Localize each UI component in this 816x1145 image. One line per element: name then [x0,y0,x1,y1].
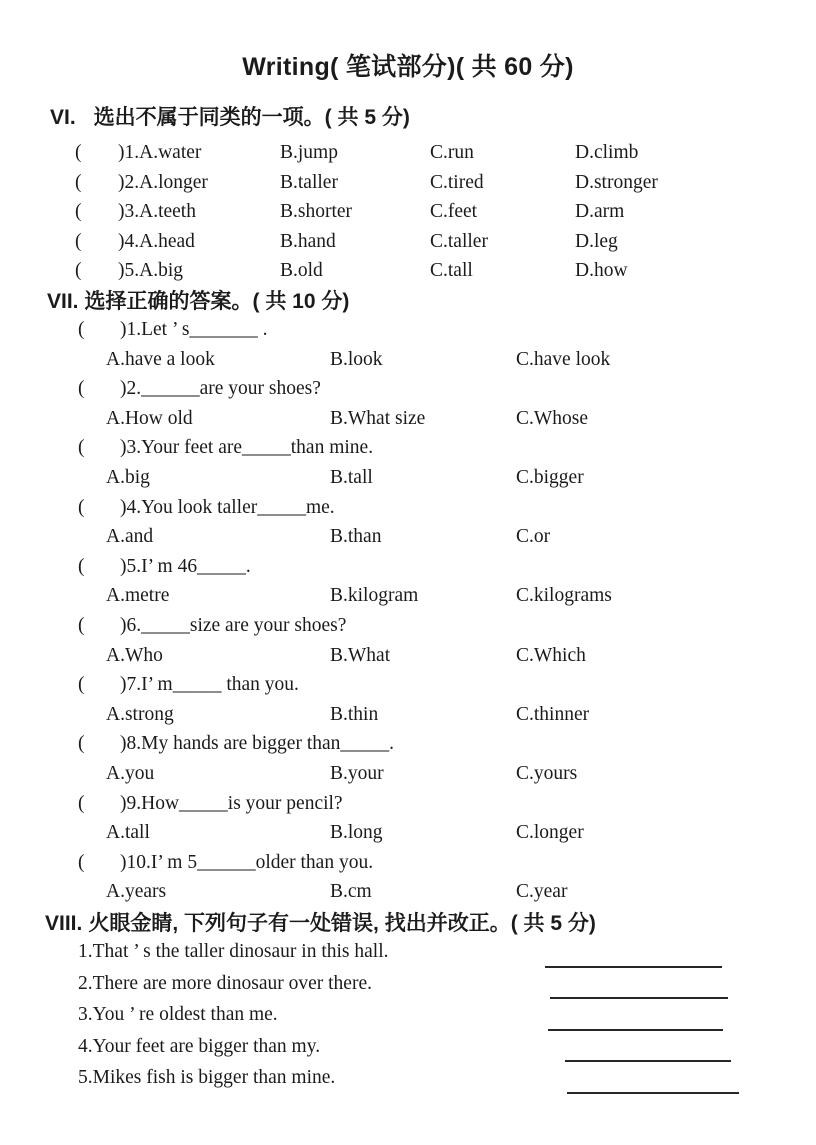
option-b: B.hand [280,230,336,252]
option-b: B.taller [280,171,338,193]
question-stem-row [0,789,816,819]
option-c: C.run [430,142,474,163]
option-a: A.strong [106,703,174,725]
question-options-row [0,581,816,611]
question-options-row [0,877,816,907]
option-a: A.and [106,526,154,548]
option-c: C.tired [430,171,484,193]
question-stem: )8.My hands are bigger than_____. [120,733,395,755]
question-row [0,138,816,168]
question-stem: )2.______are your shoes? [120,378,321,400]
section-vi-questions [0,138,816,286]
option-d: D.leg [575,230,618,252]
section-vi-numeral: VI. [50,106,76,129]
question-options-row [0,404,816,434]
answer-paren: ( [78,674,85,696]
option-b: B.long [330,822,383,844]
question-options-row [0,818,816,848]
answer-blank [548,1005,723,1031]
option-c: C.or [516,526,551,548]
answer-paren: ( [78,614,85,636]
section-vii-questions [0,315,816,907]
question-row [0,227,816,257]
question-options-row [0,759,816,789]
section-vi-header [50,101,410,131]
option-a: )5.A.big [118,260,183,282]
option-c: C.year [516,881,568,903]
question-options-row [0,641,816,671]
question-options-row [0,522,816,552]
correction-item [0,1031,816,1063]
section-viii-heading: 火眼金睛, 下列句子有一处错误, 找出并改正。( 共 5 分) [88,912,596,935]
option-a: )1.A.water [118,142,202,163]
option-b: B.cm [330,881,372,903]
question-label: )4. [118,230,140,252]
question-stem: )9.How_____is your pencil? [120,792,343,814]
answer-blank [550,973,728,999]
sentence-text: 3.You ’ re oldest than me. [78,1004,278,1025]
option-c: C.thinner [516,703,590,725]
answer-paren: ( [75,142,82,163]
option-a: )2.A.longer [118,171,208,193]
sentence-text: 1.That ’ s the taller dinosaur in this hall. [78,941,389,962]
option-c: C.feet [430,201,478,223]
option-b: B.old [280,260,323,282]
option-c: C.kilograms [516,585,612,607]
question-stem-row [0,433,816,463]
option-c: C.bigger [516,466,584,488]
sentence-text: 4.Your feet are bigger than my. [78,1035,321,1057]
question-options-row [0,345,816,375]
section-viii-items [0,936,816,1094]
option-a: A.Who [106,644,163,666]
answer-paren: ( [75,230,82,252]
option-b: B.jump [280,142,338,163]
option-a: )3.A.teeth [118,201,196,223]
correction-item [0,968,816,1000]
section-vii-header [47,285,349,315]
answer-paren: ( [78,378,85,400]
section-vii-heading: 选择正确的答案。( 共 10 分) [84,290,350,313]
option-a: A.tall [106,822,150,844]
answer-paren: ( [75,201,82,223]
option-a: A.big [106,466,150,488]
option-d: D.how [575,260,628,282]
question-stem-row [0,493,816,523]
answer-paren: ( [78,851,85,873]
option-b: B.look [330,348,383,370]
correction-item [0,999,816,1031]
answer-paren: ( [78,555,85,577]
option-a: )4.A.head [118,230,195,252]
question-stem: )7.I’ m_____ than you. [120,674,299,696]
option-a: A.you [106,762,155,784]
option-b: B.tall [330,466,373,488]
question-stem: )3.Your feet are_____than mine. [120,437,374,459]
question-label: )3. [118,201,140,223]
correction-item [0,936,816,968]
section-vi-heading: 选出不属于同类的一项。( 共 5 分) [93,106,410,129]
option-b: B.kilogram [330,585,419,607]
answer-blank [545,942,722,968]
option-b: B.What size [330,407,426,429]
section-viii-header [45,907,596,937]
answer-paren: ( [78,437,85,459]
question-options-row [0,700,816,730]
option-a: A.How old [106,407,193,429]
question-stem-row [0,670,816,700]
question-stem: )1.Let ’ s_______ . [120,319,268,340]
question-label: )1. [118,142,140,163]
option-c: C.longer [516,822,584,844]
question-stem: )5.I’ m 46_____. [120,555,251,577]
sentence-text: 2.There are more dinosaur over there. [78,972,372,994]
option-a: A.years [106,881,167,903]
answer-paren: ( [75,171,82,193]
question-row [0,168,816,198]
section-viii-numeral: VIII. [45,912,83,935]
option-c: C.tall [430,260,473,282]
question-stem: )10.I’ m 5______older than you. [120,851,374,873]
question-row [0,256,816,286]
question-stem-row [0,848,816,878]
question-stem-row [0,611,816,641]
question-row [0,197,816,227]
option-c: C.taller [430,230,488,252]
question-stem: )4.You look taller_____me. [120,496,335,518]
answer-blank [565,1036,731,1062]
question-stem-row [0,374,816,404]
answer-paren: ( [75,260,82,282]
question-label: )2. [118,171,140,193]
option-b: B.What [330,644,391,666]
question-stem-row [0,315,816,345]
option-c: C.Which [516,644,586,666]
question-stem: )6._____size are your shoes? [120,614,347,636]
option-d: D.arm [575,201,625,223]
answer-paren: ( [78,496,85,518]
answer-blank [567,1068,739,1094]
option-b: B.your [330,762,384,784]
option-d: D.stronger [575,171,658,193]
sentence-text: 5.Mikes fish is bigger than mine. [78,1067,336,1088]
answer-paren: ( [78,319,85,340]
option-c: C.yours [516,762,578,784]
page-title: Writing( 笔试部分)( 共 60 分) [242,53,574,81]
option-b: B.thin [330,703,379,725]
question-stem-row [0,729,816,759]
option-a: A.metre [106,585,170,607]
question-options-row [0,463,816,493]
option-d: D.climb [575,142,639,163]
answer-paren: ( [78,733,85,755]
option-c: C.Whose [516,407,589,429]
question-label: )5. [118,260,140,282]
option-a: A.have a look [106,348,215,370]
option-c: C.have look [516,348,611,370]
question-stem-row [0,552,816,582]
option-b: B.than [330,526,382,548]
option-b: B.shorter [280,201,353,223]
correction-item [0,1062,816,1094]
answer-paren: ( [78,792,85,814]
section-vii-numeral: VII. [47,290,79,313]
